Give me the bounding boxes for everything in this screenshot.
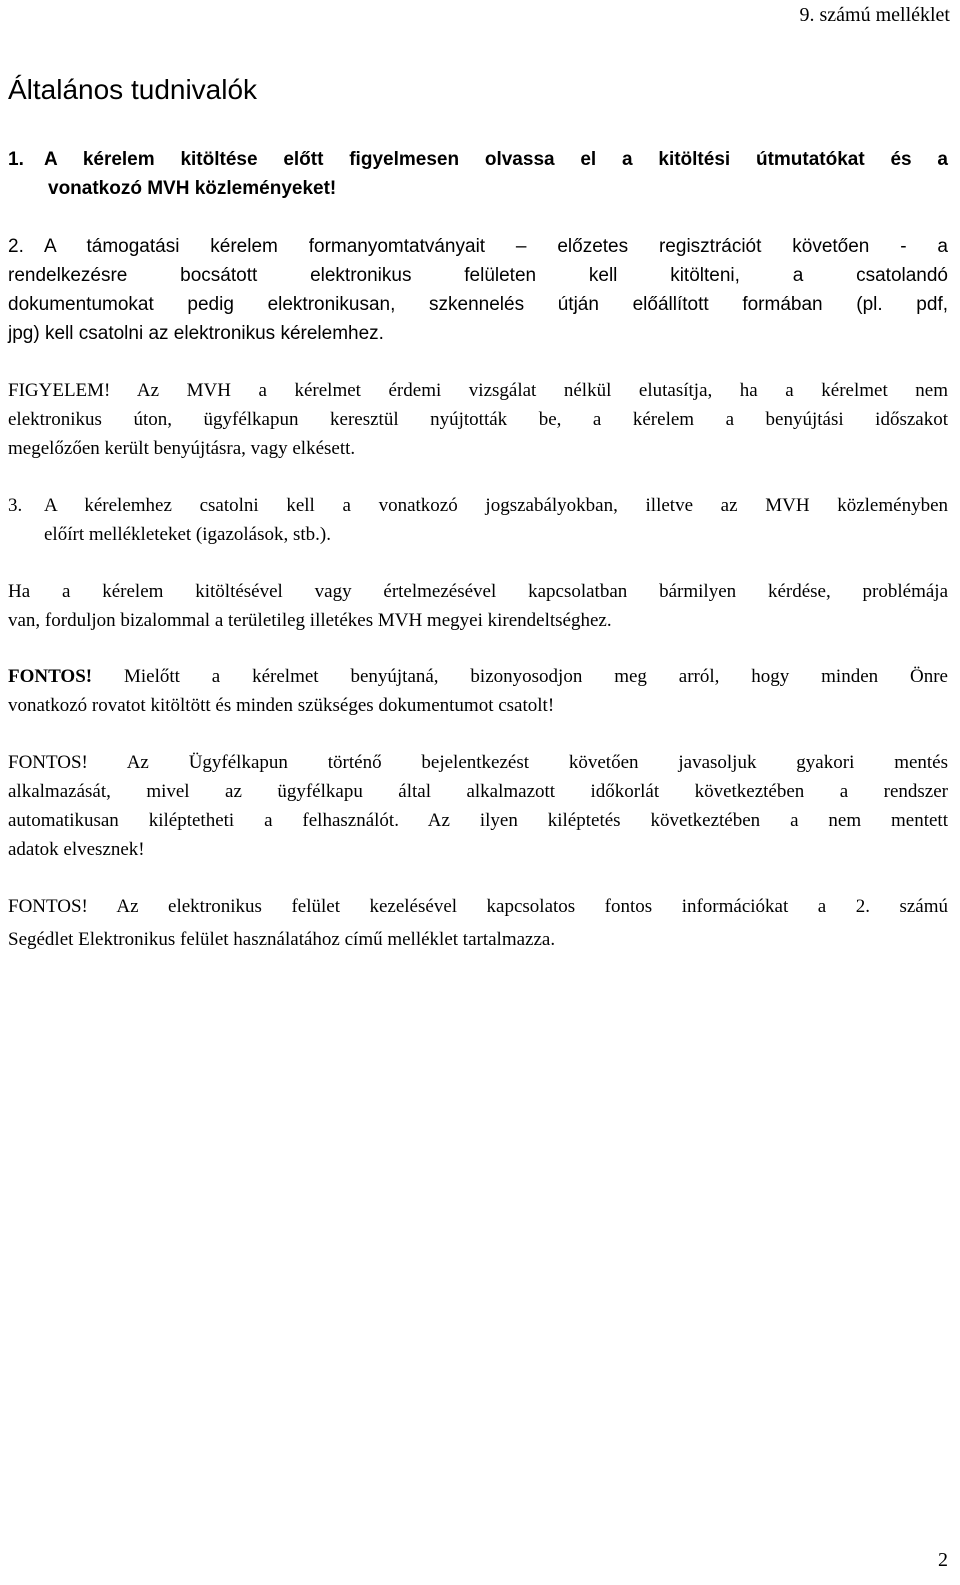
important-3-label: FONTOS! [8, 896, 88, 917]
item-2-number: 2. [8, 236, 24, 257]
important-1-line-2: vonatkozó rovatot kitöltött és minden szükséges dokumentumot csatolt! [8, 695, 555, 716]
important-2-line-2: alkalmazását, mivel az ügyfélkapu által alkalmazott időkorlát következtében a rendszer [8, 781, 948, 802]
item-3-line-1: 3. A kérelemhez csatolni kell a vonatkozó jogszabályokban, illetve az MVH közleményben [8, 491, 948, 520]
warning-label: FIGYELEM! [8, 380, 111, 401]
page-number: 2 [938, 1549, 948, 1571]
warning-line-3: megelőzően került benyújtásra, vagy elkésett. [8, 438, 356, 459]
warning-line-2: elektronikus úton, ügyfélkapun keresztül nyújtották be, a kérelem a benyújtási időszakot [8, 409, 948, 430]
item-1-number: 1. [8, 149, 24, 170]
warning-line-1: FIGYELEM! Az MVH a kérelmet érdemi vizsgálat nélkül elutasítja, ha a kérelmet nem [8, 380, 949, 401]
help-line-1: Ha a kérelem kitöltésével vagy értelmezésével kapcsolatban bármilyen kérdése, problémája [8, 581, 948, 602]
help-line-2: van, forduljon bizalommal a területileg illetékes MVH megyei kirendeltséghez. [8, 610, 612, 631]
important-1-label: FONTOS! [8, 666, 93, 687]
important-2-label: FONTOS! [8, 752, 88, 773]
important-1-line-1: FONTOS! Mielőtt a kérelmet benyújtaná, bizonyosodjon meg arról, hogy minden Önre [8, 666, 948, 687]
item-2-line-1: 2. A támogatási kérelem formanyomtatványait – előzetes regisztrációt követően - a [8, 232, 948, 261]
item-1-line-1: 1. A kérelem kitöltése előtt figyelmesen olvassa el a kitöltési útmutatókat és a [8, 145, 948, 174]
important-2-line-3: automatikusan kiléptetheti a felhasználót. Az ilyen kiléptetés következtében a nem mentett [8, 810, 948, 831]
item-1-line-2: vonatkozó MVH közleményeket! [48, 178, 337, 199]
item-2-line-3: dokumentumokat pedig elektronikusan, szkennelés útján előállított formában (pl. pdf, [8, 294, 948, 315]
important-3-line-2: Segédlet Elektronikus felület használatához című melléklet tartalmazza. [8, 929, 556, 950]
annex-label: 9. számú melléklet [799, 4, 950, 26]
important-3-line-1: FONTOS! Az elektronikus felület kezelésével kapcsolatos fontos információkat a 2. számú [8, 896, 948, 917]
important-2-line-1: FONTOS! Az Ügyfélkapun történő bejelentkezést követően javasoljuk gyakori mentés [8, 752, 949, 773]
item-3-line-2: előírt mellékleteket (igazolások, stb.). [44, 524, 332, 545]
important-2-line-4: adatok elvesznek! [8, 839, 145, 860]
page-title: Általános tudnivalók [8, 74, 258, 105]
item-2-line-2: rendelkezésre bocsátott elektronikus felületen kell kitölteni, a csatolandó [8, 265, 948, 286]
item-2-line-4: jpg) kell csatolni az elektronikus kérelemhez. [8, 323, 384, 344]
item-3-number: 3. [8, 495, 23, 516]
